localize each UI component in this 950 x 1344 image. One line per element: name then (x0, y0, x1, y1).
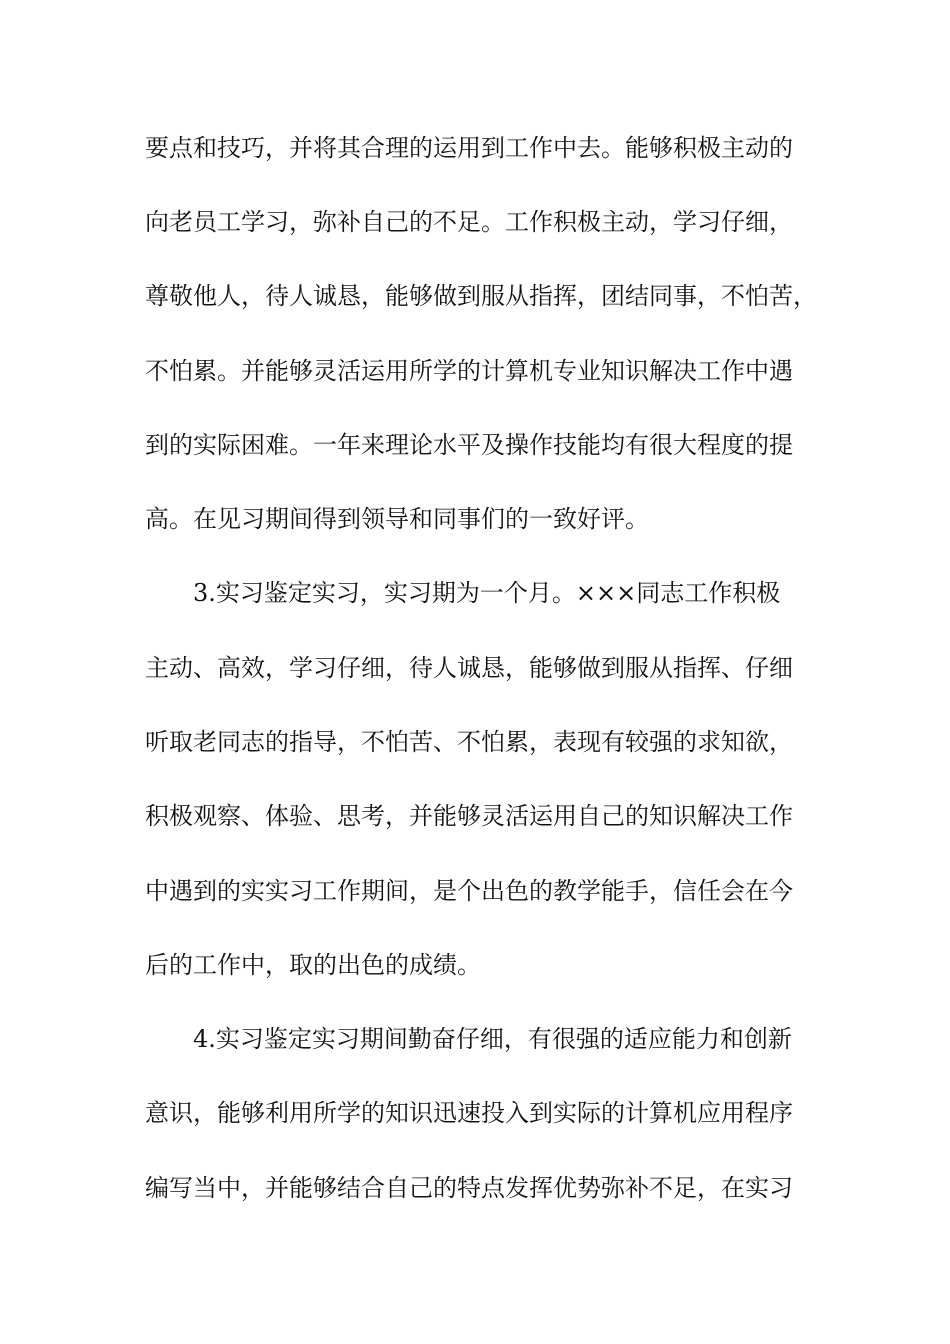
paragraph-4-start: 4.实习鉴定实习期间勤奋仔细，有很强的适应能力和创新 (193, 1025, 792, 1053)
paragraph-3-start: 3.实习鉴定实习，实习期为一个月。×××同志工作积极 (193, 579, 781, 607)
text-line: 要点和技巧，并将其合理的运用到工作中去。能够积极主动的 (145, 134, 793, 162)
text-line: 意识，能够利用所学的知识迅速投入到实际的计算机应用程序 (145, 1099, 793, 1127)
text-line: 向老员工学习，弥补自己的不足。工作积极主动，学习仔细， (145, 208, 793, 236)
text-line: 中遇到的实实习工作期间，是个出色的教学能手，信任会在今 (145, 877, 793, 905)
text-line: 主动、高效，学习仔细，待人诚恳，能够做到服从指挥、仔细 (145, 654, 793, 682)
text-line: 积极观察、体验、思考，并能够灵活运用自己的知识解决工作 (145, 802, 793, 830)
text-line: 到的实际困难。一年来理论水平及操作技能均有很大程度的提 (145, 431, 793, 459)
text-line: 尊敬他人，待人诚恳，能够做到服从指挥，团结同事，不怕苦， (145, 282, 817, 310)
text-line: 编写当中，并能够结合自己的特点发挥优势弥补不足，在实习 (145, 1174, 793, 1202)
text-line: 听取老同志的指导，不怕苦、不怕累，表现有较强的求知欲， (145, 728, 793, 756)
text-line: 不怕累。并能够灵活运用所学的计算机专业知识解决工作中遇 (145, 357, 793, 385)
text-line: 后的工作中，取的出色的成绩。 (145, 951, 481, 979)
text-line: 高。在见习期间得到领导和同事们的一致好评。 (145, 505, 649, 533)
